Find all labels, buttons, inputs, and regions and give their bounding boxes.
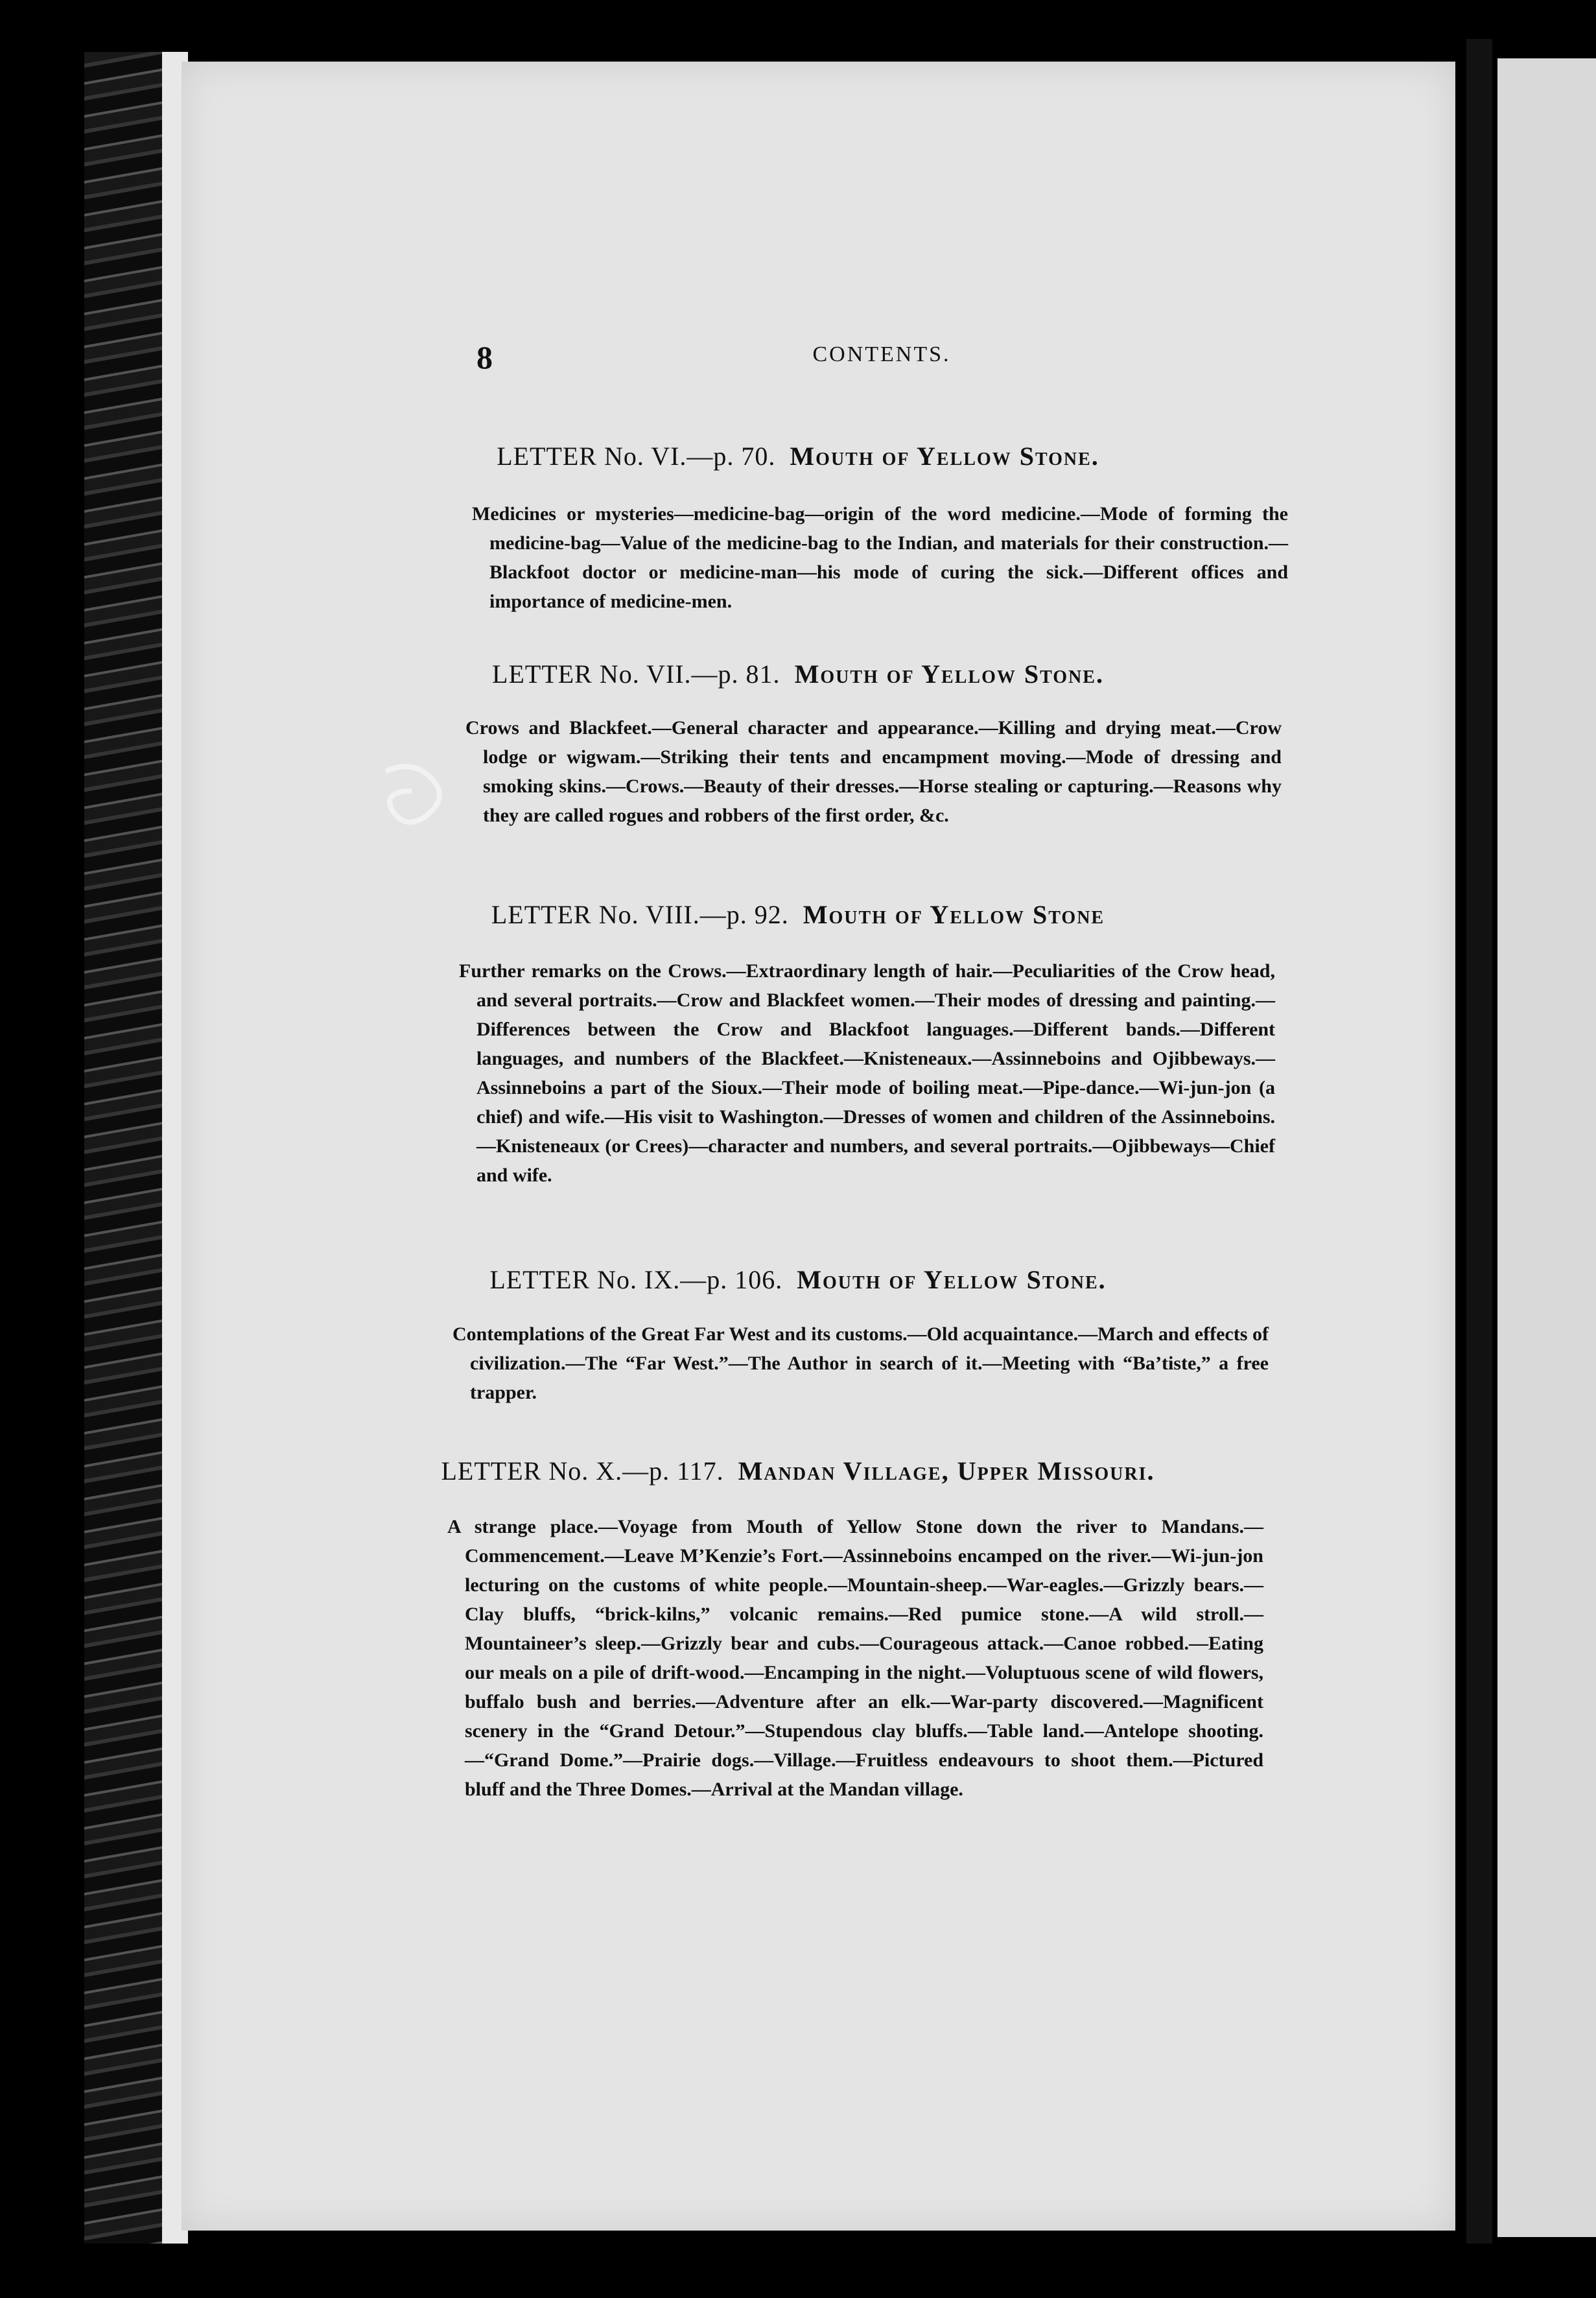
letter-reference: LETTER No. VIII.—p. 92. (491, 900, 789, 929)
page-gutter-shadow (1466, 39, 1492, 2244)
letter-place: Mandan Village, Upper Missouri. (738, 1456, 1155, 1486)
letter-summary: Contemplations of the Great Far West and its customs.—Old acquaintance.—March and effects of civilization.—The “Far West.”—The Author in search of it.—Meeting with “Ba’tiste,” a free trapper. (452, 1323, 1269, 1403)
letter-place: Mouth of Yellow Stone. (797, 1265, 1107, 1294)
letter-heading (0, 1456, 1596, 1487)
letter-summary: Crows and Blackfeet.—General character and appearance.—Killing and drying meat.—Crow lodge or wigwam.—Striking their tents and encampment moving.—Mode of dressing and smoking skins.—Crows.—Beauty of their dresses.—Horse stealing or capturing.—Reasons why they are called rogues and robbers of the first order, &c. (465, 717, 1282, 826)
ink-scribble-mark (373, 752, 464, 843)
letter-summary: Further remarks on the Crows.—Extraordinary length of hair.—Peculiarities of the Crow head, and several portraits.—Crow and Blackfeet women.—Their modes of dressing and painting.—Differences between the Crow and Blackfoot languages.—Different bands.—Different languages, and numbers of the Blackfeet.—Knisteneaux.—Assinneboins and Ojibbeways.—Assinneboins a part of the Sioux.—Their mode of boiling meat.—Pipe-dance.—Wi-jun-jon (a chief) and wife.—His visit to Washington.—Dresses of women and children of the Assinneboins.—Knisteneaux (or Crees)—character and numbers, and several portraits.—Ojibbeways—Chief and wife. (459, 960, 1275, 1186)
letter-reference: LETTER No. VII.—p. 81. (492, 659, 780, 689)
letter-reference: LETTER No. X.—p. 117. (441, 1456, 724, 1486)
letter-heading (0, 441, 1596, 472)
letter-reference: LETTER No. IX.—p. 106. (489, 1265, 783, 1294)
letter-summary: Medicines or mysteries—medicine-bag—origin of the word medicine.—Mode of forming the medicine-bag—Value of the medicine-bag to the Indian, and materials for their construction.—Blackfoot doctor or medicine-man—his mode of curing the sick.—Different offices and importance of medicine-men. (472, 503, 1288, 612)
letter-reference: LETTER No. VI.—p. 70. (497, 442, 776, 471)
letter-heading (0, 1264, 1596, 1296)
letter-heading (0, 659, 1596, 690)
letter-place: Mouth of Yellow Stone. (794, 659, 1104, 689)
page-number: 8 (476, 339, 493, 375)
letter-summary: A strange place.—Voyage from Mouth of Yellow Stone down the river to Mandans.—Commencement.—Leave M’Kenzie’s Fort.—Assinneboins encamped on the river.—Wi-jun-jon lecturing on the customs of white people.—Mountain-sheep.—War-eagles.—Grizzly bears.—Clay bluffs, “brick-kilns,” volcanic remains.—Red pumice stone.—A wild stroll.—Mountaineer’s sleep.—Grizzly bear and cubs.—Courageous attack.—Canoe robbed.—Eating our meals on a pile of drift-wood.—Encamping in the night.—Voluptuous scene of wild flowers, buffalo bush and berries.—Adventure after an elk.—War-party discovered.—Magnificent scenery in the “Grand Detour.”—Stupendous clay bluffs.—Table land.—Antelope shooting.—“Grand Dome.”—Prairie dogs.—Village.—Fruitless endeavours to shoot them.—Pictured bluff and the Three Domes.—Arrival at the Mandan village. (447, 1516, 1263, 1800)
running-title: CONTENTS. (812, 342, 951, 366)
letter-heading (0, 899, 1596, 930)
letter-place: Mouth of Yellow Stone. (790, 442, 1099, 471)
facing-page-edge (1497, 58, 1596, 2237)
page-header (476, 339, 1287, 375)
letter-place: Mouth of Yellow Stone (803, 900, 1105, 929)
